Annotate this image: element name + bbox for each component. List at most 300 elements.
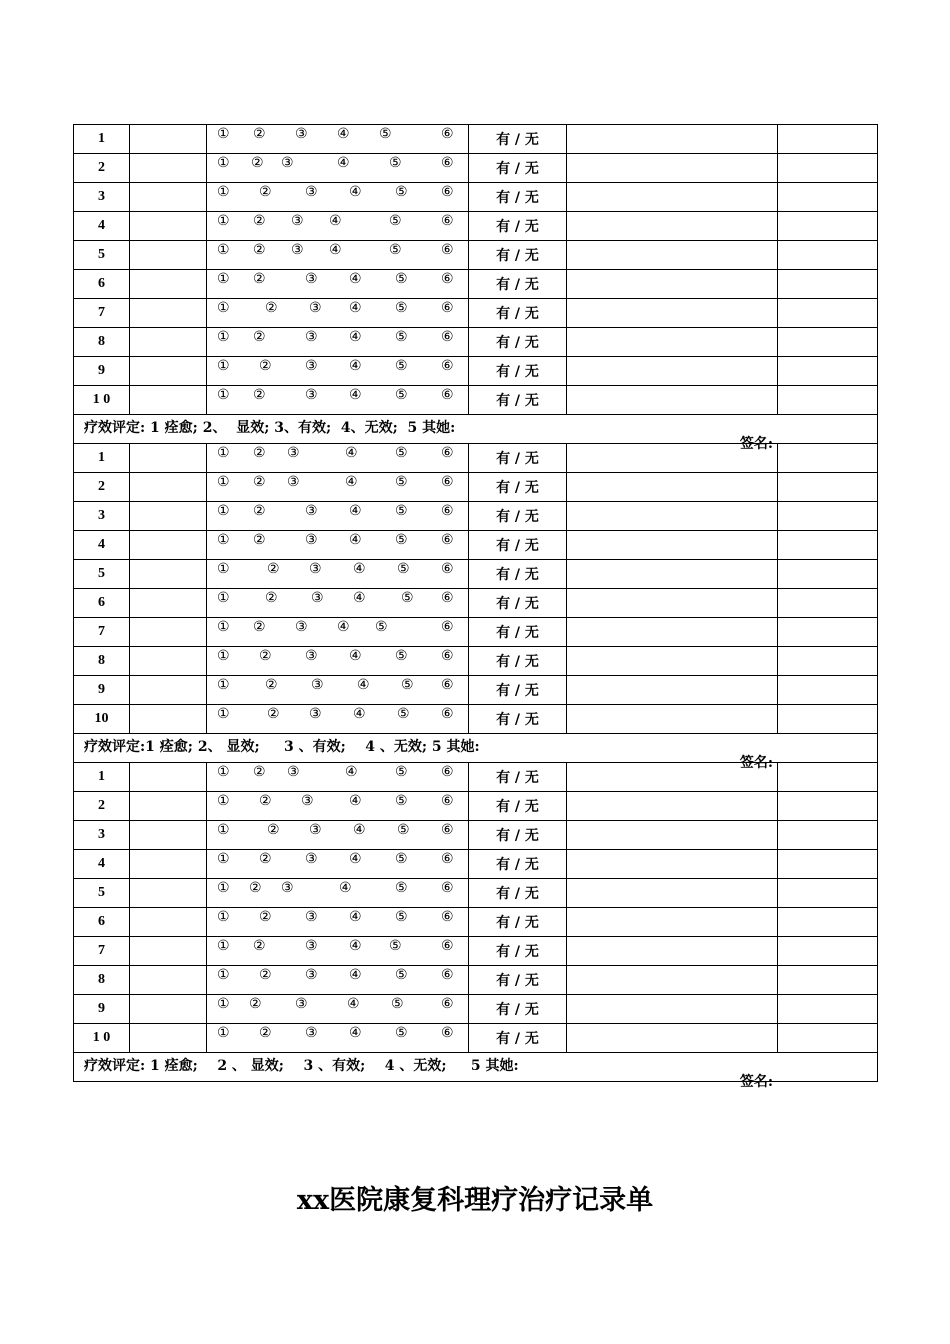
yes-no-cell[interactable]: 有 / 无	[469, 299, 567, 328]
notes-cell[interactable]	[567, 908, 778, 937]
treatment-option[interactable]: ⑤	[395, 764, 408, 780]
treatment-option[interactable]: ②	[253, 764, 266, 780]
date-cell[interactable]	[130, 618, 207, 647]
yes-no-cell[interactable]: 有 / 无	[469, 212, 567, 241]
treatment-option[interactable]: ⑤	[395, 532, 408, 548]
treatment-option[interactable]: ①	[217, 880, 230, 896]
treatment-option[interactable]: ④	[349, 387, 362, 403]
treatment-option[interactable]: ④	[337, 126, 350, 142]
treatment-option[interactable]: ②	[253, 387, 266, 403]
treatment-option[interactable]: ⑤	[389, 155, 402, 171]
signature-cell[interactable]	[778, 502, 878, 531]
treatment-option[interactable]: ③	[309, 706, 322, 722]
date-cell[interactable]	[130, 125, 207, 154]
yes-no-cell[interactable]: 有 / 无	[469, 328, 567, 357]
treatment-option[interactable]: ③	[295, 619, 308, 635]
treatment-option[interactable]: ④	[345, 764, 358, 780]
treatment-option[interactable]: ④	[347, 996, 360, 1012]
treatment-option[interactable]: ①	[217, 648, 230, 664]
notes-cell[interactable]	[567, 270, 778, 299]
treatment-option[interactable]: ②	[253, 329, 266, 345]
treatment-option[interactable]: ⑥	[441, 619, 454, 635]
signature-cell[interactable]	[778, 676, 878, 705]
treatment-option[interactable]: ②	[253, 532, 266, 548]
treatment-option[interactable]: ①	[217, 793, 230, 809]
treatment-option[interactable]: ⑥	[441, 213, 454, 229]
signature-cell[interactable]	[778, 879, 878, 908]
treatment-option[interactable]: ⑤	[395, 851, 408, 867]
treatment-option[interactable]: ②	[259, 1025, 272, 1041]
treatment-option[interactable]: ①	[217, 851, 230, 867]
notes-cell[interactable]	[567, 676, 778, 705]
treatment-option[interactable]: ②	[259, 851, 272, 867]
treatment-option[interactable]: ①	[217, 155, 230, 171]
treatment-option[interactable]: ⑤	[389, 938, 402, 954]
treatment-option[interactable]: ⑤	[395, 880, 408, 896]
notes-cell[interactable]	[567, 502, 778, 531]
treatment-option[interactable]: ⑥	[441, 648, 454, 664]
yes-no-cell[interactable]: 有 / 无	[469, 937, 567, 966]
notes-cell[interactable]	[567, 966, 778, 995]
notes-cell[interactable]	[567, 154, 778, 183]
treatment-option[interactable]: ⑥	[441, 706, 454, 722]
date-cell[interactable]	[130, 183, 207, 212]
treatment-option[interactable]: ④	[349, 909, 362, 925]
treatment-option[interactable]: ④	[345, 474, 358, 490]
treatment-option[interactable]: ⑤	[395, 648, 408, 664]
treatment-option[interactable]: ⑥	[441, 242, 454, 258]
notes-cell[interactable]	[567, 937, 778, 966]
treatment-option[interactable]: ④	[349, 851, 362, 867]
date-cell[interactable]	[130, 966, 207, 995]
date-cell[interactable]	[130, 792, 207, 821]
yes-no-cell[interactable]: 有 / 无	[469, 1024, 567, 1053]
signature-cell[interactable]	[778, 589, 878, 618]
treatment-option[interactable]: ③	[291, 213, 304, 229]
treatment-option[interactable]: ④	[349, 503, 362, 519]
notes-cell[interactable]	[567, 183, 778, 212]
treatment-option[interactable]: ①	[217, 1025, 230, 1041]
treatment-option[interactable]: ④	[349, 967, 362, 983]
signature-cell[interactable]	[778, 444, 878, 473]
treatment-option[interactable]: ②	[253, 242, 266, 258]
date-cell[interactable]	[130, 444, 207, 473]
treatment-option[interactable]: ⑤	[379, 126, 392, 142]
signature-cell[interactable]	[778, 1024, 878, 1053]
treatment-option[interactable]: ⑥	[441, 126, 454, 142]
date-cell[interactable]	[130, 357, 207, 386]
notes-cell[interactable]	[567, 212, 778, 241]
treatment-option[interactable]: ③	[287, 474, 300, 490]
treatment-option[interactable]: ②	[249, 880, 262, 896]
treatment-option[interactable]: ①	[217, 764, 230, 780]
treatment-option[interactable]: ②	[253, 126, 266, 142]
yes-no-cell[interactable]: 有 / 无	[469, 270, 567, 299]
signature-cell[interactable]	[778, 995, 878, 1024]
treatment-option[interactable]: ⑥	[441, 271, 454, 287]
treatment-option[interactable]: ②	[265, 677, 278, 693]
notes-cell[interactable]	[567, 792, 778, 821]
treatment-option[interactable]: ④	[337, 155, 350, 171]
treatment-option[interactable]: ⑥	[441, 909, 454, 925]
notes-cell[interactable]	[567, 357, 778, 386]
treatment-option[interactable]: ①	[217, 242, 230, 258]
signature-cell[interactable]	[778, 850, 878, 879]
signature-cell[interactable]	[778, 792, 878, 821]
treatment-option[interactable]: ⑤	[395, 387, 408, 403]
notes-cell[interactable]	[567, 618, 778, 647]
yes-no-cell[interactable]: 有 / 无	[469, 386, 567, 415]
treatment-option[interactable]: ⑤	[395, 184, 408, 200]
treatment-option[interactable]: ③	[305, 532, 318, 548]
date-cell[interactable]	[130, 154, 207, 183]
treatment-option[interactable]: ①	[217, 213, 230, 229]
treatment-option[interactable]: ⑤	[395, 967, 408, 983]
date-cell[interactable]	[130, 850, 207, 879]
treatment-option[interactable]: ①	[217, 561, 230, 577]
notes-cell[interactable]	[567, 705, 778, 734]
date-cell[interactable]	[130, 879, 207, 908]
treatment-option[interactable]: ③	[291, 242, 304, 258]
treatment-option[interactable]: ④	[329, 213, 342, 229]
treatment-option[interactable]: ①	[217, 184, 230, 200]
yes-no-cell[interactable]: 有 / 无	[469, 879, 567, 908]
treatment-option[interactable]: ③	[305, 909, 318, 925]
yes-no-cell[interactable]: 有 / 无	[469, 444, 567, 473]
notes-cell[interactable]	[567, 1024, 778, 1053]
treatment-option[interactable]: ④	[337, 619, 350, 635]
treatment-option[interactable]: ⑤	[401, 590, 414, 606]
treatment-option[interactable]: ③	[281, 155, 294, 171]
treatment-option[interactable]: ⑥	[441, 793, 454, 809]
treatment-option[interactable]: ④	[349, 184, 362, 200]
signature-cell[interactable]	[778, 937, 878, 966]
date-cell[interactable]	[130, 270, 207, 299]
treatment-option[interactable]: ⑥	[441, 300, 454, 316]
signature-cell[interactable]	[778, 705, 878, 734]
treatment-option[interactable]: ①	[217, 503, 230, 519]
treatment-option[interactable]: ①	[217, 677, 230, 693]
treatment-option[interactable]: ③	[309, 822, 322, 838]
notes-cell[interactable]	[567, 850, 778, 879]
date-cell[interactable]	[130, 560, 207, 589]
signature-cell[interactable]	[778, 183, 878, 212]
treatment-option[interactable]: ①	[217, 706, 230, 722]
treatment-option[interactable]: ⑤	[375, 619, 388, 635]
signature-cell[interactable]	[778, 531, 878, 560]
yes-no-cell[interactable]: 有 / 无	[469, 589, 567, 618]
treatment-option[interactable]: ②	[267, 706, 280, 722]
treatment-option[interactable]: ②	[267, 822, 280, 838]
notes-cell[interactable]	[567, 647, 778, 676]
treatment-option[interactable]: ⑤	[397, 706, 410, 722]
yes-no-cell[interactable]: 有 / 无	[469, 473, 567, 502]
treatment-option[interactable]: ③	[287, 764, 300, 780]
yes-no-cell[interactable]: 有 / 无	[469, 966, 567, 995]
treatment-option[interactable]: ④	[349, 648, 362, 664]
treatment-option[interactable]: ②	[265, 300, 278, 316]
notes-cell[interactable]	[567, 299, 778, 328]
date-cell[interactable]	[130, 531, 207, 560]
treatment-option[interactable]: ④	[349, 938, 362, 954]
treatment-option[interactable]: ⑥	[441, 561, 454, 577]
date-cell[interactable]	[130, 676, 207, 705]
treatment-option[interactable]: ②	[249, 996, 262, 1012]
signature-cell[interactable]	[778, 908, 878, 937]
yes-no-cell[interactable]: 有 / 无	[469, 850, 567, 879]
treatment-option[interactable]: ④	[353, 590, 366, 606]
treatment-option[interactable]: ③	[305, 967, 318, 983]
notes-cell[interactable]	[567, 473, 778, 502]
treatment-option[interactable]: ①	[217, 387, 230, 403]
treatment-option[interactable]: ④	[329, 242, 342, 258]
treatment-option[interactable]: ⑤	[395, 329, 408, 345]
date-cell[interactable]	[130, 705, 207, 734]
signature-cell[interactable]	[778, 154, 878, 183]
signature-cell[interactable]	[778, 212, 878, 241]
treatment-option[interactable]: ③	[287, 445, 300, 461]
yes-no-cell[interactable]: 有 / 无	[469, 821, 567, 850]
signature-cell[interactable]	[778, 647, 878, 676]
yes-no-cell[interactable]: 有 / 无	[469, 763, 567, 792]
treatment-option[interactable]: ②	[253, 213, 266, 229]
treatment-option[interactable]: ⑥	[441, 532, 454, 548]
treatment-option[interactable]: ②	[259, 358, 272, 374]
treatment-option[interactable]: ①	[217, 300, 230, 316]
treatment-option[interactable]: ①	[217, 532, 230, 548]
treatment-option[interactable]: ①	[217, 996, 230, 1012]
treatment-option[interactable]: ⑥	[441, 503, 454, 519]
treatment-option[interactable]: ①	[217, 445, 230, 461]
treatment-option[interactable]: ③	[281, 880, 294, 896]
yes-no-cell[interactable]: 有 / 无	[469, 908, 567, 937]
treatment-option[interactable]: ①	[217, 909, 230, 925]
treatment-option[interactable]: ②	[265, 590, 278, 606]
notes-cell[interactable]	[567, 125, 778, 154]
treatment-option[interactable]: ⑤	[395, 271, 408, 287]
treatment-option[interactable]: ①	[217, 358, 230, 374]
date-cell[interactable]	[130, 386, 207, 415]
yes-no-cell[interactable]: 有 / 无	[469, 183, 567, 212]
date-cell[interactable]	[130, 502, 207, 531]
signature-cell[interactable]	[778, 560, 878, 589]
signature-cell[interactable]	[778, 821, 878, 850]
treatment-option[interactable]: ③	[305, 358, 318, 374]
treatment-option[interactable]: ③	[309, 300, 322, 316]
treatment-option[interactable]: ①	[217, 590, 230, 606]
row-number: 6	[74, 270, 130, 299]
treatment-option[interactable]: ③	[311, 590, 324, 606]
treatment-option[interactable]: ⑥	[441, 1025, 454, 1041]
notes-cell[interactable]	[567, 531, 778, 560]
treatment-option[interactable]: ②	[253, 938, 266, 954]
signature-cell[interactable]	[778, 270, 878, 299]
treatment-option[interactable]: ⑥	[441, 329, 454, 345]
notes-cell[interactable]	[567, 386, 778, 415]
treatment-option[interactable]: ③	[305, 329, 318, 345]
treatment-option[interactable]: ⑥	[441, 996, 454, 1012]
treatment-option[interactable]: ④	[353, 706, 366, 722]
yes-no-cell[interactable]: 有 / 无	[469, 995, 567, 1024]
treatment-option[interactable]: ②	[259, 967, 272, 983]
treatment-option[interactable]: ⑥	[441, 822, 454, 838]
treatment-option[interactable]: ⑤	[391, 996, 404, 1012]
treatment-option[interactable]: ③	[305, 938, 318, 954]
notes-cell[interactable]	[567, 328, 778, 357]
treatment-option[interactable]: ③	[305, 184, 318, 200]
treatment-option[interactable]: ③	[305, 851, 318, 867]
notes-cell[interactable]	[567, 589, 778, 618]
treatment-option[interactable]: ④	[349, 358, 362, 374]
treatment-option[interactable]: ④	[357, 677, 370, 693]
yes-no-cell[interactable]: 有 / 无	[469, 502, 567, 531]
treatment-option[interactable]: ④	[349, 793, 362, 809]
date-cell[interactable]	[130, 589, 207, 618]
notes-cell[interactable]	[567, 821, 778, 850]
treatment-option[interactable]: ②	[253, 445, 266, 461]
treatment-option[interactable]: ①	[217, 329, 230, 345]
treatment-option[interactable]: ①	[217, 126, 230, 142]
treatment-option[interactable]: ②	[253, 271, 266, 287]
treatment-option[interactable]: ⑤	[395, 474, 408, 490]
treatment-option[interactable]: ⑥	[441, 590, 454, 606]
date-cell[interactable]	[130, 908, 207, 937]
treatment-option[interactable]: ②	[253, 474, 266, 490]
treatment-option[interactable]: ⑥	[441, 880, 454, 896]
treatment-option[interactable]: ⑥	[441, 764, 454, 780]
treatment-option[interactable]: ④	[349, 271, 362, 287]
yes-no-cell[interactable]: 有 / 无	[469, 705, 567, 734]
treatment-option[interactable]: ⑥	[441, 445, 454, 461]
treatment-option[interactable]: ③	[311, 677, 324, 693]
date-cell[interactable]	[130, 241, 207, 270]
treatment-option[interactable]: ②	[259, 648, 272, 664]
treatment-option[interactable]: ⑤	[395, 503, 408, 519]
date-cell[interactable]	[130, 473, 207, 502]
treatment-option[interactable]: ⑤	[395, 358, 408, 374]
notes-cell[interactable]	[567, 879, 778, 908]
treatment-option[interactable]: ⑥	[441, 474, 454, 490]
date-cell[interactable]	[130, 763, 207, 792]
treatment-option[interactable]: ④	[349, 532, 362, 548]
treatment-option[interactable]: ⑤	[395, 1025, 408, 1041]
treatment-option[interactable]: ②	[253, 503, 266, 519]
yes-no-cell[interactable]: 有 / 无	[469, 125, 567, 154]
treatment-option[interactable]: ④	[353, 561, 366, 577]
treatment-option[interactable]: ①	[217, 822, 230, 838]
yes-no-cell[interactable]: 有 / 无	[469, 647, 567, 676]
treatment-option[interactable]: ②	[267, 561, 280, 577]
treatment-option[interactable]: ⑤	[401, 677, 414, 693]
yes-no-cell[interactable]: 有 / 无	[469, 676, 567, 705]
treatment-option[interactable]: ③	[305, 1025, 318, 1041]
notes-cell[interactable]	[567, 995, 778, 1024]
signature-cell[interactable]	[778, 618, 878, 647]
treatment-option[interactable]: ⑥	[441, 387, 454, 403]
signature-cell[interactable]	[778, 328, 878, 357]
treatment-option[interactable]: ⑤	[395, 793, 408, 809]
treatment-option[interactable]: ②	[259, 793, 272, 809]
treatment-option[interactable]: ①	[217, 619, 230, 635]
date-cell[interactable]	[130, 995, 207, 1024]
treatment-option[interactable]: ⑤	[389, 213, 402, 229]
treatment-option[interactable]: ⑥	[441, 184, 454, 200]
treatment-option[interactable]: ①	[217, 967, 230, 983]
treatment-option[interactable]: ⑤	[395, 300, 408, 316]
treatment-option[interactable]: ③	[295, 126, 308, 142]
row-number: 6	[74, 589, 130, 618]
treatment-option[interactable]: ④	[349, 1025, 362, 1041]
treatment-option[interactable]: ⑥	[441, 967, 454, 983]
yes-no-cell[interactable]: 有 / 无	[469, 560, 567, 589]
signature-cell[interactable]	[778, 386, 878, 415]
date-cell[interactable]	[130, 647, 207, 676]
treatment-option[interactable]: ③	[305, 503, 318, 519]
yes-no-cell[interactable]: 有 / 无	[469, 154, 567, 183]
signature-cell[interactable]	[778, 299, 878, 328]
treatment-option[interactable]: ③	[301, 793, 314, 809]
date-cell[interactable]	[130, 299, 207, 328]
notes-cell[interactable]	[567, 560, 778, 589]
date-cell[interactable]	[130, 328, 207, 357]
signature-cell[interactable]	[778, 763, 878, 792]
date-cell[interactable]	[130, 937, 207, 966]
treatment-option[interactable]: ③	[309, 561, 322, 577]
treatment-option[interactable]: ⑤	[389, 242, 402, 258]
treatment-option[interactable]: ②	[259, 184, 272, 200]
yes-no-cell[interactable]: 有 / 无	[469, 618, 567, 647]
treatment-option[interactable]: ⑤	[397, 822, 410, 838]
treatment-option[interactable]: ②	[251, 155, 264, 171]
treatment-option[interactable]: ①	[217, 938, 230, 954]
treatment-option[interactable]: ⑥	[441, 938, 454, 954]
treatment-option[interactable]: ⑤	[395, 909, 408, 925]
treatment-option[interactable]: ⑤	[395, 445, 408, 461]
treatment-option[interactable]: ④	[349, 300, 362, 316]
treatment-option[interactable]: ②	[253, 619, 266, 635]
date-cell[interactable]	[130, 212, 207, 241]
treatment-option[interactable]: ④	[345, 445, 358, 461]
treatment-option[interactable]: ④	[349, 329, 362, 345]
treatment-option[interactable]: ③	[305, 271, 318, 287]
date-cell[interactable]	[130, 1024, 207, 1053]
treatment-option[interactable]: ⑥	[441, 358, 454, 374]
signature-cell[interactable]	[778, 473, 878, 502]
signature-cell[interactable]	[778, 125, 878, 154]
yes-no-cell[interactable]: 有 / 无	[469, 241, 567, 270]
treatment-option[interactable]: ②	[259, 909, 272, 925]
treatment-option[interactable]: ④	[353, 822, 366, 838]
treatment-option[interactable]: ③	[305, 387, 318, 403]
treatment-option[interactable]: ⑥	[441, 677, 454, 693]
treatment-option[interactable]: ③	[305, 648, 318, 664]
signature-cell[interactable]	[778, 241, 878, 270]
treatment-option[interactable]: ⑥	[441, 851, 454, 867]
date-cell[interactable]	[130, 821, 207, 850]
yes-no-cell[interactable]: 有 / 无	[469, 531, 567, 560]
signature-cell[interactable]	[778, 966, 878, 995]
yes-no-cell[interactable]: 有 / 无	[469, 792, 567, 821]
treatment-option[interactable]: ⑥	[441, 155, 454, 171]
treatment-option[interactable]: ①	[217, 271, 230, 287]
yes-no-cell[interactable]: 有 / 无	[469, 357, 567, 386]
treatment-option[interactable]: ③	[295, 996, 308, 1012]
treatment-option[interactable]: ④	[339, 880, 352, 896]
notes-cell[interactable]	[567, 241, 778, 270]
treatment-option[interactable]: ①	[217, 474, 230, 490]
signature-cell[interactable]	[778, 357, 878, 386]
treatment-option[interactable]: ⑤	[397, 561, 410, 577]
